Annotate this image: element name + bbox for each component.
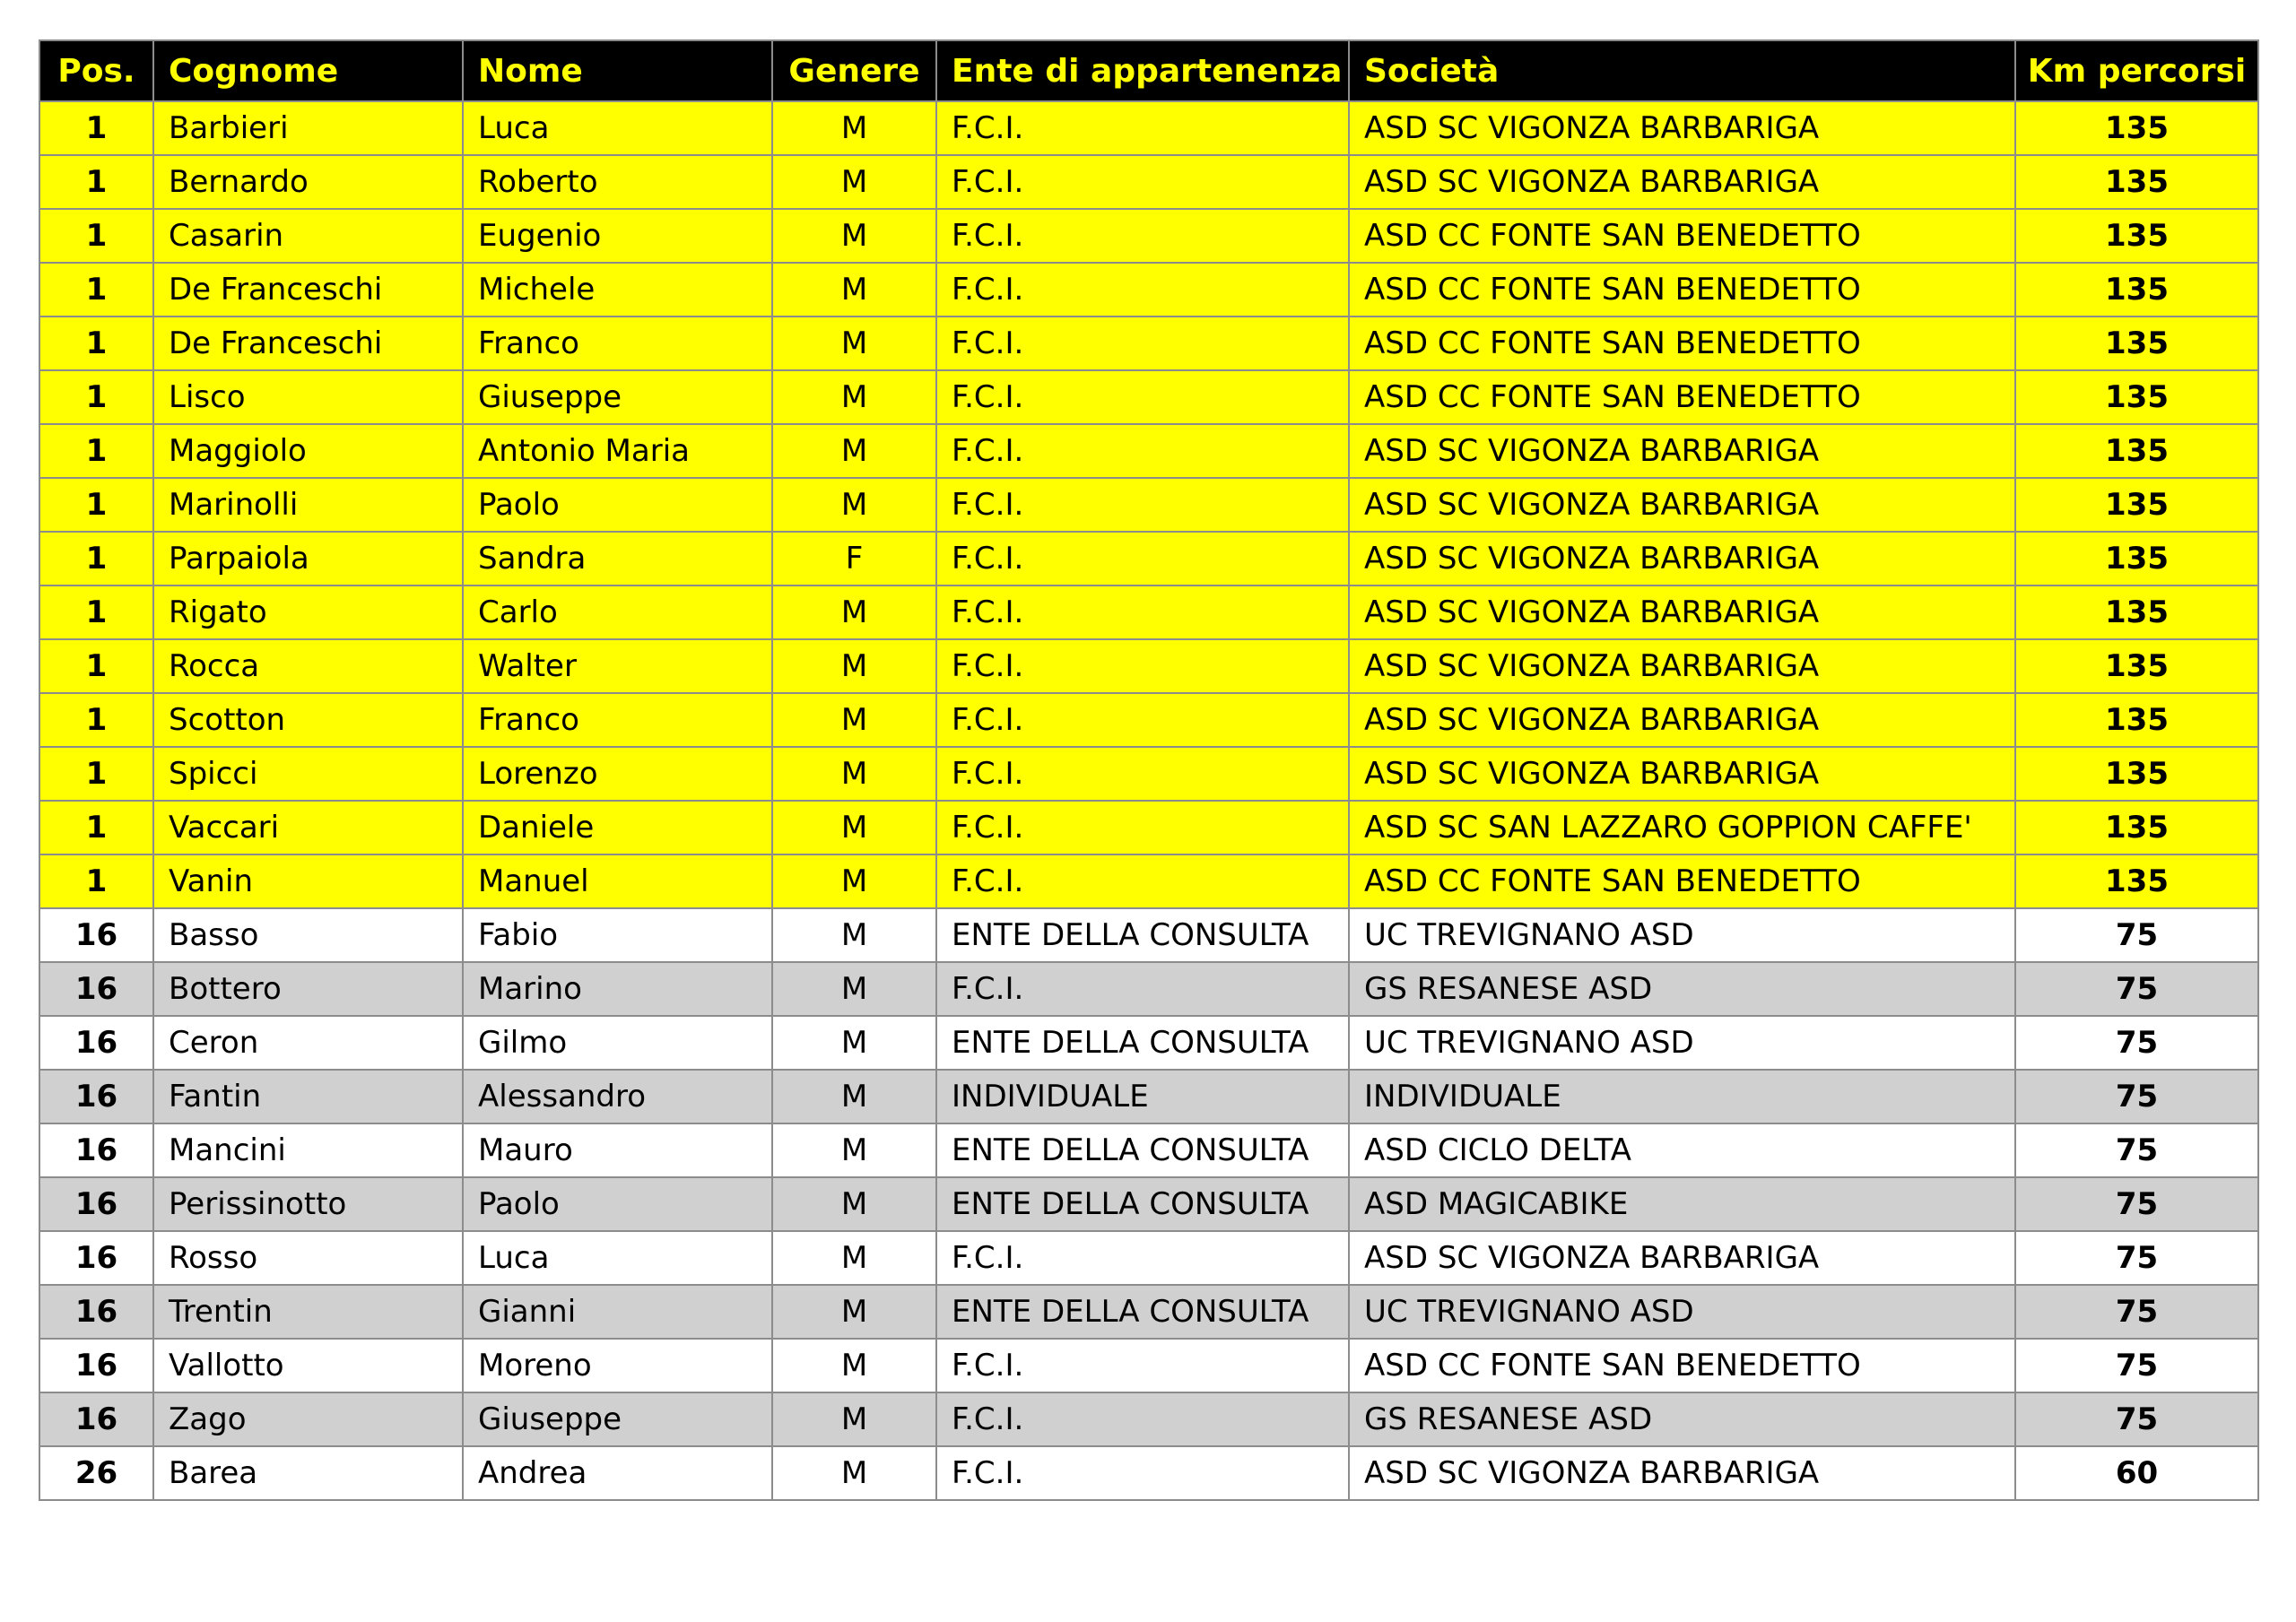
cell-pos: 1 [39,801,153,854]
cell-pos: 1 [39,532,153,585]
cell-ente: F.C.I. [936,1392,1349,1446]
cell-societa: ASD SC VIGONZA BARBARIGA [1349,1231,2015,1285]
cell-km: 135 [2015,370,2258,424]
cell-pos: 16 [39,1070,153,1123]
cell-km: 75 [2015,908,2258,962]
cell-ente: F.C.I. [936,370,1349,424]
cell-societa: ASD CC FONTE SAN BENEDETTO [1349,1339,2015,1392]
cell-cognome: Spicci [153,747,463,801]
cell-cognome: Scotton [153,693,463,747]
cell-societa: ASD SC VIGONZA BARBARIGA [1349,424,2015,478]
cell-societa: ASD SC VIGONZA BARBARIGA [1349,1446,2015,1500]
cell-nome: Luca [463,101,772,155]
cell-km: 135 [2015,263,2258,317]
cell-km: 135 [2015,101,2258,155]
table-row [39,1446,2258,1500]
cell-ente: ENTE DELLA CONSULTA [936,1177,1349,1231]
cell-km: 135 [2015,155,2258,209]
cell-nome: Fabio [463,908,772,962]
cell-cognome: De Franceschi [153,317,463,370]
table-row [39,801,2258,854]
cell-km: 135 [2015,747,2258,801]
table-row [39,263,2258,317]
cell-pos: 1 [39,317,153,370]
cell-genere: M [772,854,936,908]
cell-ente: F.C.I. [936,532,1349,585]
cell-ente: F.C.I. [936,1339,1349,1392]
cell-pos: 16 [39,908,153,962]
table-row [39,1231,2258,1285]
cell-societa: ASD SC VIGONZA BARBARIGA [1349,532,2015,585]
cell-genere: M [772,155,936,209]
cell-pos: 16 [39,1177,153,1231]
cell-pos: 16 [39,1231,153,1285]
cell-nome: Gilmo [463,1016,772,1070]
cell-km: 135 [2015,424,2258,478]
cell-km: 75 [2015,1339,2258,1392]
table-row [39,1392,2258,1446]
cell-genere: M [772,801,936,854]
header-cognome: Cognome [153,40,463,101]
cell-cognome: Basso [153,908,463,962]
cell-genere: M [772,1016,936,1070]
cell-genere: M [772,478,936,532]
cell-km: 135 [2015,801,2258,854]
cell-societa: GS RESANESE ASD [1349,1392,2015,1446]
cell-km: 75 [2015,1392,2258,1446]
cell-genere: M [772,424,936,478]
table-row [39,1123,2258,1177]
cell-societa: ASD SC SAN LAZZARO GOPPION CAFFE' [1349,801,2015,854]
cell-societa: ASD CC FONTE SAN BENEDETTO [1349,854,2015,908]
cell-ente: F.C.I. [936,1446,1349,1500]
cell-pos: 1 [39,424,153,478]
cell-pos: 1 [39,263,153,317]
cell-societa: ASD SC VIGONZA BARBARIGA [1349,639,2015,693]
table-row [39,317,2258,370]
table-row [39,1016,2258,1070]
cell-nome: Alessandro [463,1070,772,1123]
cell-km: 135 [2015,693,2258,747]
cell-ente: F.C.I. [936,801,1349,854]
table-row [39,1339,2258,1392]
table-row [39,1070,2258,1123]
cell-nome: Gianni [463,1285,772,1339]
cell-nome: Sandra [463,532,772,585]
cell-ente: F.C.I. [936,693,1349,747]
results-table [39,39,2259,1501]
cell-nome: Manuel [463,854,772,908]
cell-km: 135 [2015,478,2258,532]
table-row [39,908,2258,962]
cell-pos: 1 [39,155,153,209]
cell-cognome: Fantin [153,1070,463,1123]
table-row [39,639,2258,693]
cell-cognome: Rigato [153,585,463,639]
cell-genere: M [772,1070,936,1123]
cell-km: 60 [2015,1446,2258,1500]
table-row [39,478,2258,532]
cell-cognome: Barea [153,1446,463,1500]
cell-ente: F.C.I. [936,155,1349,209]
cell-ente: ENTE DELLA CONSULTA [936,1123,1349,1177]
cell-km: 135 [2015,639,2258,693]
cell-pos: 16 [39,1016,153,1070]
cell-pos: 26 [39,1446,153,1500]
cell-km: 135 [2015,585,2258,639]
table-row [39,1285,2258,1339]
cell-ente: F.C.I. [936,585,1349,639]
table-body [39,101,2258,1500]
table-row [39,370,2258,424]
cell-ente: ENTE DELLA CONSULTA [936,1016,1349,1070]
table-row [39,1177,2258,1231]
cell-pos: 1 [39,370,153,424]
cell-nome: Marino [463,962,772,1016]
cell-cognome: De Franceschi [153,263,463,317]
cell-nome: Roberto [463,155,772,209]
cell-cognome: Lisco [153,370,463,424]
cell-genere: M [772,693,936,747]
cell-ente: F.C.I. [936,101,1349,155]
table-row [39,962,2258,1016]
cell-cognome: Barbieri [153,101,463,155]
cell-km: 75 [2015,1177,2258,1231]
cell-cognome: Mancini [153,1123,463,1177]
cell-cognome: Bottero [153,962,463,1016]
cell-genere: M [772,1177,936,1231]
cell-nome: Carlo [463,585,772,639]
cell-nome: Franco [463,693,772,747]
cell-genere: M [772,747,936,801]
cell-societa: ASD CC FONTE SAN BENEDETTO [1349,370,2015,424]
cell-genere: M [772,317,936,370]
cell-cognome: Ceron [153,1016,463,1070]
cell-pos: 1 [39,747,153,801]
cell-societa: GS RESANESE ASD [1349,962,2015,1016]
cell-societa: ASD SC VIGONZA BARBARIGA [1349,155,2015,209]
cell-pos: 1 [39,639,153,693]
cell-nome: Michele [463,263,772,317]
cell-societa: ASD CICLO DELTA [1349,1123,2015,1177]
cell-societa: ASD CC FONTE SAN BENEDETTO [1349,263,2015,317]
cell-ente: F.C.I. [936,317,1349,370]
cell-genere: M [772,1339,936,1392]
cell-nome: Giuseppe [463,370,772,424]
cell-nome: Andrea [463,1446,772,1500]
cell-cognome: Maggiolo [153,424,463,478]
cell-societa: ASD CC FONTE SAN BENEDETTO [1349,209,2015,263]
cell-nome: Franco [463,317,772,370]
table-row [39,747,2258,801]
table-row [39,155,2258,209]
cell-genere: M [772,263,936,317]
cell-cognome: Vallotto [153,1339,463,1392]
cell-cognome: Perissinotto [153,1177,463,1231]
cell-pos: 1 [39,693,153,747]
header-ente: Ente di appartenenza [936,40,1349,101]
cell-societa: ASD MAGICABIKE [1349,1177,2015,1231]
cell-genere: M [772,209,936,263]
cell-nome: Giuseppe [463,1392,772,1446]
cell-ente: F.C.I. [936,263,1349,317]
cell-km: 75 [2015,1070,2258,1123]
cell-societa: UC TREVIGNANO ASD [1349,1016,2015,1070]
cell-pos: 1 [39,478,153,532]
cell-pos: 16 [39,1123,153,1177]
header-societa: Società [1349,40,2015,101]
cell-ente: ENTE DELLA CONSULTA [936,1285,1349,1339]
cell-km: 135 [2015,532,2258,585]
cell-nome: Walter [463,639,772,693]
cell-societa: ASD SC VIGONZA BARBARIGA [1349,478,2015,532]
cell-pos: 1 [39,209,153,263]
cell-genere: M [772,101,936,155]
cell-ente: F.C.I. [936,747,1349,801]
table-header [39,40,2258,101]
cell-pos: 1 [39,854,153,908]
cell-km: 75 [2015,962,2258,1016]
table-row [39,424,2258,478]
cell-genere: M [772,1392,936,1446]
cell-nome: Moreno [463,1339,772,1392]
cell-nome: Mauro [463,1123,772,1177]
cell-genere: F [772,532,936,585]
cell-genere: M [772,1446,936,1500]
cell-nome: Daniele [463,801,772,854]
cell-genere: M [772,1231,936,1285]
cell-km: 75 [2015,1123,2258,1177]
cell-ente: F.C.I. [936,478,1349,532]
cell-ente: ENTE DELLA CONSULTA [936,908,1349,962]
table-row [39,854,2258,908]
cell-cognome: Rosso [153,1231,463,1285]
cell-pos: 16 [39,1392,153,1446]
cell-km: 135 [2015,317,2258,370]
cell-ente: F.C.I. [936,854,1349,908]
header-km: Km percorsi [2015,40,2258,101]
cell-cognome: Parpaiola [153,532,463,585]
cell-societa: ASD SC VIGONZA BARBARIGA [1349,693,2015,747]
table-row [39,101,2258,155]
cell-km: 135 [2015,854,2258,908]
cell-ente: F.C.I. [936,209,1349,263]
cell-cognome: Rocca [153,639,463,693]
header-pos: Pos. [39,40,153,101]
cell-km: 75 [2015,1285,2258,1339]
cell-genere: M [772,908,936,962]
cell-km: 135 [2015,209,2258,263]
cell-ente: INDIVIDUALE [936,1070,1349,1123]
table-row [39,532,2258,585]
cell-cognome: Vanin [153,854,463,908]
cell-cognome: Marinolli [153,478,463,532]
cell-cognome: Trentin [153,1285,463,1339]
cell-ente: F.C.I. [936,1231,1349,1285]
cell-cognome: Vaccari [153,801,463,854]
cell-genere: M [772,639,936,693]
cell-ente: F.C.I. [936,424,1349,478]
cell-pos: 16 [39,962,153,1016]
cell-cognome: Zago [153,1392,463,1446]
cell-km: 75 [2015,1016,2258,1070]
cell-societa: UC TREVIGNANO ASD [1349,908,2015,962]
table-row [39,693,2258,747]
cell-genere: M [772,370,936,424]
cell-pos: 1 [39,101,153,155]
header-row [39,40,2258,101]
cell-societa: ASD SC VIGONZA BARBARIGA [1349,747,2015,801]
cell-nome: Eugenio [463,209,772,263]
cell-pos: 16 [39,1339,153,1392]
table-row [39,209,2258,263]
cell-nome: Luca [463,1231,772,1285]
cell-genere: M [772,585,936,639]
header-genere: Genere [772,40,936,101]
cell-ente: F.C.I. [936,962,1349,1016]
cell-genere: M [772,962,936,1016]
cell-societa: ASD SC VIGONZA BARBARIGA [1349,101,2015,155]
table-row [39,585,2258,639]
cell-societa: ASD CC FONTE SAN BENEDETTO [1349,317,2015,370]
cell-societa: INDIVIDUALE [1349,1070,2015,1123]
cell-societa: ASD SC VIGONZA BARBARIGA [1349,585,2015,639]
cell-nome: Paolo [463,1177,772,1231]
cell-km: 75 [2015,1231,2258,1285]
cell-genere: M [772,1123,936,1177]
cell-pos: 1 [39,585,153,639]
cell-nome: Antonio Maria [463,424,772,478]
cell-cognome: Bernardo [153,155,463,209]
cell-cognome: Casarin [153,209,463,263]
cell-genere: M [772,1285,936,1339]
header-nome: Nome [463,40,772,101]
cell-ente: F.C.I. [936,639,1349,693]
cell-nome: Paolo [463,478,772,532]
cell-societa: UC TREVIGNANO ASD [1349,1285,2015,1339]
cell-pos: 16 [39,1285,153,1339]
cell-nome: Lorenzo [463,747,772,801]
